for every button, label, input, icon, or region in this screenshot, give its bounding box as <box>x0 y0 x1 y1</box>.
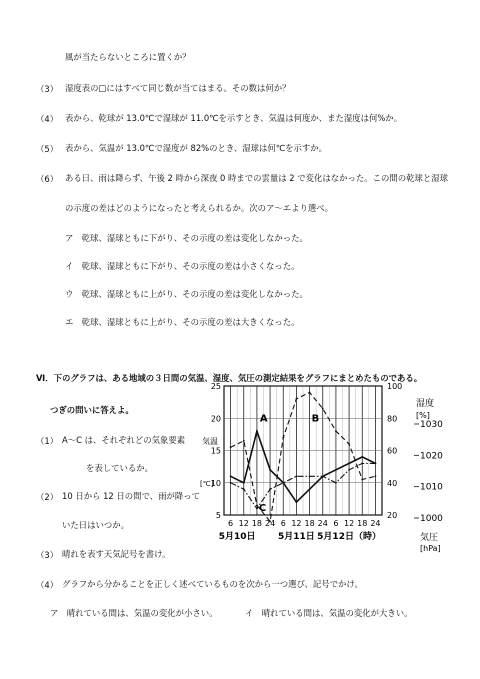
series-point-A <box>361 456 363 458</box>
q5-text: 表から、気温が 13.0℃で湿度が 82%のとき、湿球は何℃を示すか。 <box>65 143 328 153</box>
q6-text-line2: の示度の差はどのようになったと考えられるか。次のア～エより選べ。 <box>65 203 333 213</box>
series-point-A <box>256 430 258 432</box>
s6-q2-line1: 10 日から 12 日の間で、雨が降って <box>62 491 201 501</box>
s6-q3-number: （3） <box>36 550 59 560</box>
series-point-C <box>375 463 377 465</box>
series-point-C <box>322 475 324 477</box>
q6-text-line1: ある日、雨は降らず、午後 2 時から深夜 0 時までの雲量は 2 で変化はなかった。この間の乾球と湿球 <box>65 173 449 183</box>
s6-q1-line2: を表しているか。 <box>86 463 153 473</box>
continued-question-line: 風が当たらないところに置くか？ <box>65 52 191 62</box>
weather-chart <box>198 380 480 560</box>
humidity-tick-label: 60 <box>387 446 398 456</box>
series-point-B <box>375 475 377 477</box>
x-tick-label: 12 <box>238 519 249 528</box>
x-tick-label: 18 <box>304 519 315 528</box>
left-tick-label: 5 <box>215 511 221 520</box>
humidity-axis-unit: [%] <box>416 411 430 420</box>
day-label: 5月12日（時） <box>317 532 381 542</box>
series-point-C <box>309 475 311 477</box>
x-tick-label: 18 <box>357 519 368 528</box>
humidity-tick-label: 20 <box>387 511 398 520</box>
series-point-B <box>296 398 298 400</box>
series-point-B <box>230 446 232 448</box>
series-point-C <box>282 482 284 484</box>
q3-text: 湿度表の□にはすべて同じ数が当てはまる。その数は何か？ <box>65 83 291 93</box>
series-point-B <box>348 443 350 445</box>
series-point-C <box>335 482 337 484</box>
q4-text: 表から、乾球が 13.0℃で湿球が 11.0℃を示すとき、気温は何度か、また湿度は何%か。 <box>65 113 403 123</box>
series-point-C <box>296 475 298 477</box>
humidity-axis-label: 湿度 <box>416 399 435 409</box>
series-point-C <box>348 469 350 471</box>
humidity-tick-label: 40 <box>387 478 398 488</box>
s6-q1-number: （1） <box>36 436 59 446</box>
series-point-C <box>269 488 271 490</box>
series-point-A <box>348 463 350 465</box>
day-label: 5月10日 <box>218 532 256 542</box>
section6-subheading: つぎの問いに答えよ。 <box>50 405 134 415</box>
pressure-tick-label: 1020 <box>420 451 443 462</box>
left-tick-label: 15 <box>210 446 221 456</box>
left-tick-label: 10 <box>210 478 221 488</box>
series-point-B <box>282 437 284 439</box>
pressure-axis-unit: [hPa] <box>420 544 441 553</box>
series-point-A <box>335 469 337 471</box>
x-tick-label: 6 <box>228 519 234 528</box>
series-label-A: A <box>259 413 268 425</box>
series-label-C: C <box>258 503 267 515</box>
series-point-B <box>335 430 337 432</box>
x-tick-label: 12 <box>291 519 302 528</box>
series-point-C <box>361 463 363 465</box>
q6-number: （6） <box>36 174 59 184</box>
pressure-axis-label: 気圧 <box>420 533 439 543</box>
series-point-A <box>230 475 232 477</box>
series-point-A <box>269 469 271 471</box>
x-tick-label: 24 <box>264 519 276 528</box>
series-point-B <box>322 408 324 410</box>
q3-number: （3） <box>36 84 59 94</box>
x-tick-label: 24 <box>317 519 328 528</box>
x-tick-label: 24 <box>370 519 381 528</box>
x-tick-label: 18 <box>251 519 263 528</box>
pressure-tick-label: 1010 <box>420 482 443 493</box>
series-point-A <box>296 501 298 503</box>
section6-heading: Ⅵ．下のグラフは、ある地域の３日間の気温、湿度、気圧の測定結果をグラフにまとめたものである。 <box>36 373 423 383</box>
series-point-C <box>256 508 258 510</box>
q6-option-u: ウ 乾球、湿球ともに上がり、その示度の差は変化しなかった。 <box>65 289 308 299</box>
q6-option-i: イ 乾球、湿球ともに下がり、その示度の差は小さくなった。 <box>65 261 300 271</box>
s6-q4-text: グラフから分かることを正しく述べているものを次から一つ選び、記号でかけ。 <box>62 579 363 589</box>
series-point-B <box>309 392 311 394</box>
series-point-C <box>230 482 232 484</box>
series-point-A <box>243 482 245 484</box>
pressure-tick-label: 1030 <box>420 420 443 430</box>
s6-q1-line1: A～C は、それぞれどの気象要素 <box>62 435 186 445</box>
s6-q4-option-a: ア 晴れている間は、気温の変化が小さい。 <box>50 608 218 618</box>
s6-q2-number: （2） <box>36 492 59 502</box>
humidity-tick-label: 80 <box>387 414 398 424</box>
left-axis-unit: [℃] <box>200 480 214 488</box>
x-tick-label: 6 <box>333 519 339 528</box>
s6-q2-line2: いた日はいつか。 <box>62 520 129 530</box>
series-point-B <box>243 440 245 442</box>
series-point-B <box>256 504 258 506</box>
left-tick-label: 20 <box>210 414 221 424</box>
s6-q4-number: （4） <box>36 580 59 590</box>
humidity-tick-label: 100 <box>387 382 403 391</box>
q6-option-a: ア 乾球、湿球ともに下がり、その示度の差は変化しなかった。 <box>65 233 308 243</box>
q4-number: （4） <box>36 114 59 124</box>
x-tick-label: 6 <box>280 519 286 528</box>
series-point-A <box>309 488 311 490</box>
series-point-B <box>361 479 363 481</box>
pressure-tick-label: 1000 <box>420 514 443 524</box>
left-axis-label: 気温 <box>202 437 218 446</box>
q6-option-e: エ 乾球、湿球ともに上がり、その示度の差は大きくなった。 <box>65 317 300 327</box>
q5-number: （5） <box>36 144 59 154</box>
s6-q4-option-i: イ 晴れている間は、気温の変化が大きい。 <box>245 608 413 618</box>
x-tick-label: 12 <box>343 519 355 528</box>
series-label-B: B <box>311 413 320 425</box>
series-point-C <box>243 488 245 490</box>
s6-q3-text: 晴れを表す天気記号を書け。 <box>62 549 171 559</box>
day-label: 5月11日 <box>278 532 315 542</box>
left-tick-label: 25 <box>210 382 221 391</box>
